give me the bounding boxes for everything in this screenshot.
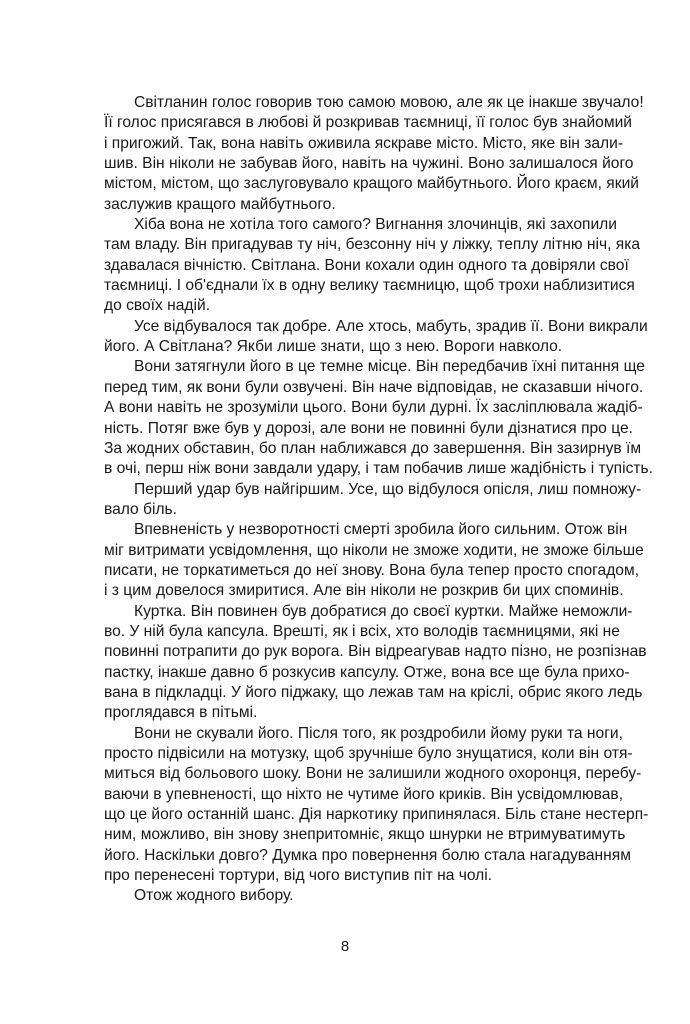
text-line: вана в підкладці. У його піджаку, що лежав там на кріслі, обрис якого ледь xyxy=(104,683,643,701)
text-line: Отож жодного вибору. xyxy=(134,887,294,905)
text-line: вало біль. xyxy=(104,500,178,518)
text-line: Хіба вона не хотіла того самого? Вигнання злочинців, які захопили xyxy=(134,216,617,234)
paragraph xyxy=(104,93,644,215)
text-line: перед тим, як вони були озвучені. Він наче відповідав, не сказавши нічого. xyxy=(104,378,644,396)
text-line: во. У ній була капсула. Врешті, як і всіх, хто володів таємницями, які не xyxy=(104,622,620,640)
text-line: заслужив кращого майбутнього. xyxy=(104,195,336,213)
text-line: і з цим довелося змиритися. Але він ніколи не розкрив би цих споминів. xyxy=(104,582,624,600)
text-line: просто підвісили на мотузку, щоб зручніше було знущатися, коли він отя- xyxy=(104,745,633,762)
text-line: писати, не торкатиметься до неї знову. Вона була тепер просто спогадом, xyxy=(104,561,640,579)
paragraph xyxy=(104,602,647,724)
page-number: 8 xyxy=(340,938,350,955)
paragraph xyxy=(104,480,642,521)
text-line: там владу. Він пригадував ту ніч, безсонну ніч у ліжку, теплу літню ніч, яка xyxy=(104,236,641,254)
paragraph xyxy=(104,317,648,358)
text-line: його. А Світлана? Якби лише знати, що з нею. Вороги навколо. xyxy=(104,338,563,356)
text-line: містом, містом, що заслуговувало кращого майбутнього. Його краєм, який xyxy=(104,175,639,193)
text-line: ним, можливо, він знову знепритомніє, якщо шнурки не втримуватимуть xyxy=(104,826,626,844)
body-text xyxy=(104,93,653,907)
text-line: що це його останній шанс. Дія наркотику припинялася. Біль стане нестерп- xyxy=(104,806,649,824)
text-line: За жодних обставин, бо план наближався до завершення. Він зазирнув їм xyxy=(104,439,642,457)
text-line: його. Наскільки довго? Думка про повернення болю стала нагадуванням xyxy=(104,846,631,864)
text-line: здавалася вічністю. Світлана. Вони кохали один одного та довіряли свої xyxy=(104,256,629,274)
text-line: про перенесені тортури, від чого виступив піт на чолі. xyxy=(104,867,493,885)
text-line: і пригожий. Так, вона навіть оживила яскраве місто. Місто, яке він зали- xyxy=(104,134,624,152)
text-line: Її голос присягався в любові й розкривав таємниці, її голос був знайомий xyxy=(104,114,632,132)
text-line: Світланин голос говорив тою самою мовою, але як це інакше звучало! xyxy=(134,94,644,111)
text-line: Вони не скували його. Після того, як роздробили йому руки та ноги, xyxy=(134,724,623,742)
paragraph xyxy=(104,724,649,887)
paragraph xyxy=(104,886,617,906)
text-line: Вони затягнули його в це темне місце. Він передбачив їхні питання ще xyxy=(134,358,645,376)
text-line: миться від больового шоку. Вони не залишили жодного охоронця, перебу- xyxy=(104,765,642,783)
paragraph xyxy=(104,520,644,601)
paragraph xyxy=(104,357,653,479)
text-line: до своїх надій. xyxy=(104,297,211,315)
text-line: Усе відбувалося так добре. Але хтось, мабуть, зрадив її. Вони викрали xyxy=(134,317,648,335)
text-line: ваючи в упевненості, що ніхто не чутиме його криків. Він усвідомлював, xyxy=(104,785,624,803)
text-line: міг витримати усвідомлення, що ніколи не зможе ходити, не зможе більше xyxy=(104,541,644,559)
text-line: А вони навіть не зрозуміли цього. Вони були дурні. Їх засліплювала жадіб- xyxy=(104,399,643,417)
text-line: Перший удар був найгіршим. Усе, що відбулося опісля, лиш помножу- xyxy=(134,480,642,498)
text-line: в очі, перш ніж вони завдали удару, і там побачив лише жадібність і тупість. xyxy=(104,460,653,478)
text-line: Впевненість у незворотності смерті зробила його сильним. Отож він xyxy=(134,521,628,539)
text-line: шив. Він ніколи не забував його, навіть на чужині. Воно залишалося його xyxy=(104,155,634,173)
text-line: проглядався в пітьмі. xyxy=(104,704,258,722)
text-line: Куртка. Він повинен був добратися до своєї куртки. Майже неможли- xyxy=(134,602,633,620)
text-line: ність. Потяг вже був у дорозі, але вони не повинні були дізнатися про це. xyxy=(104,419,633,437)
text-line: повинні потрапити до рук ворога. Він відреагував надто пізно, не розпізнав xyxy=(104,643,647,661)
paragraph xyxy=(104,215,641,317)
text-line: таємниці. І об'єднали їх в одну велику таємницю, щоб трохи наблизитися xyxy=(104,277,635,295)
text-line: пастку, інакше давно б розкусив капсулу. Отже, вона все ще була прихо- xyxy=(104,663,630,681)
